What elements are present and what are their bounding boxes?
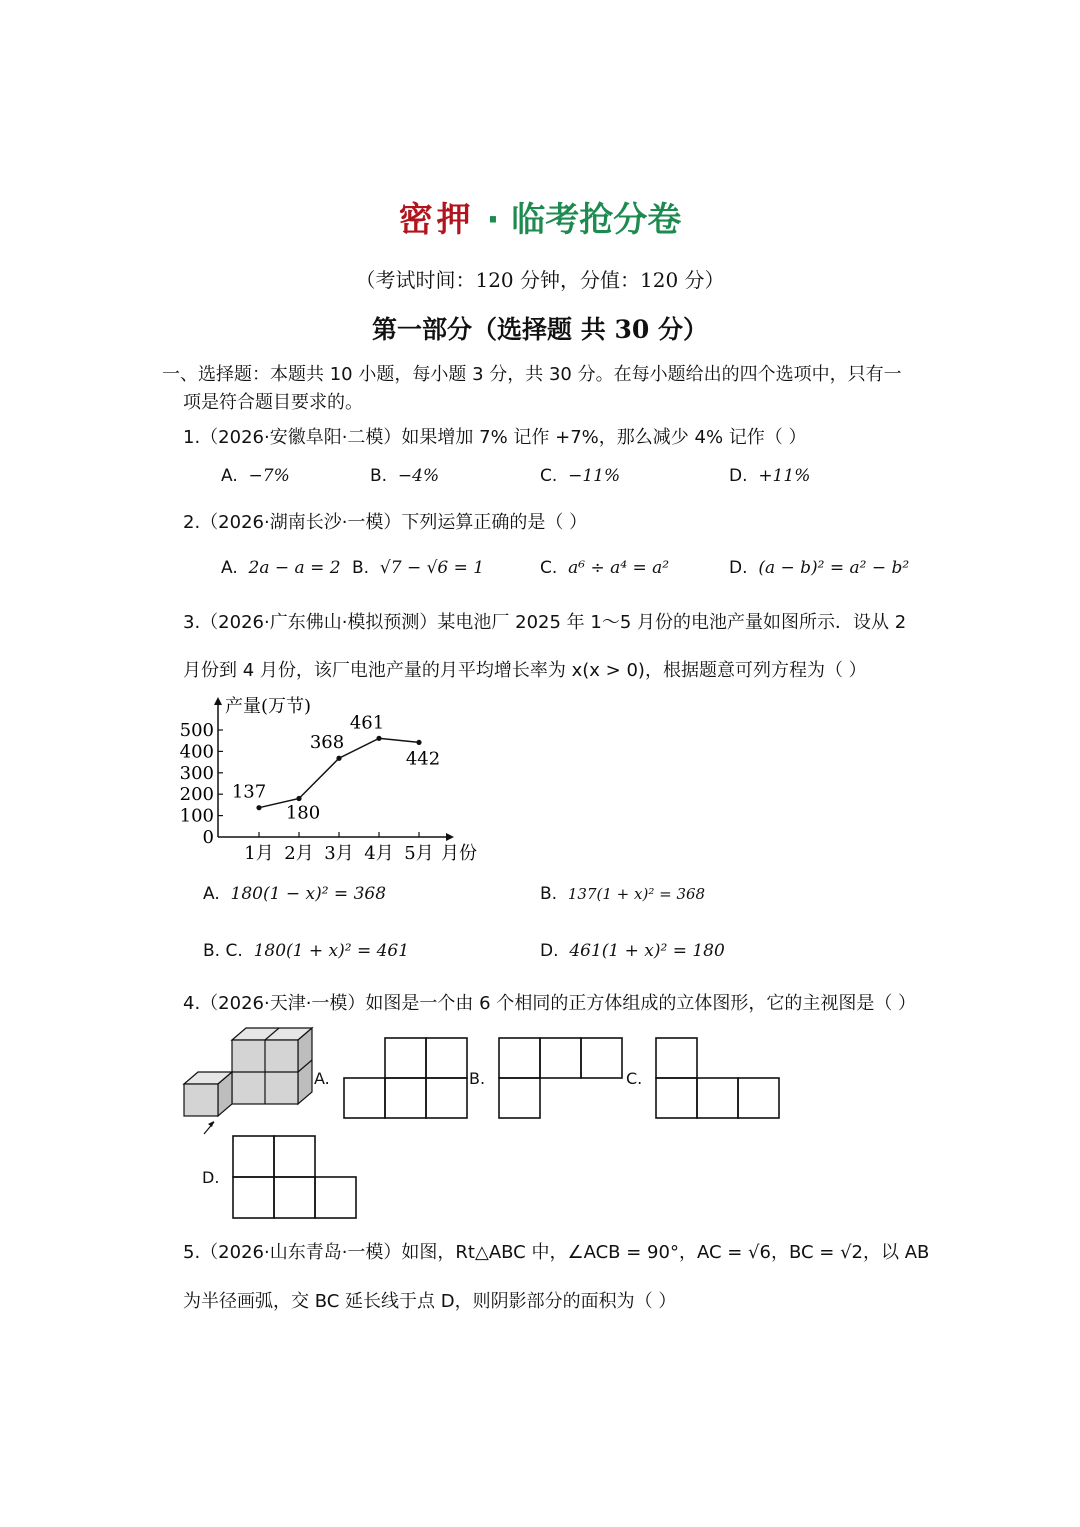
q2-option-a xyxy=(221,558,341,578)
q4-option-d-figure xyxy=(231,1134,359,1220)
y-tick-label: 400 xyxy=(179,741,214,763)
title-green: 临考抢分卷 xyxy=(511,200,682,240)
q1-stem: 1.（2026·安徽阜阳·二模）如果增加 7% 记作 +7%，那么减少 4% 记作（ ） xyxy=(183,427,807,448)
title-dot: · xyxy=(486,200,500,240)
q3-option-b-label: B. xyxy=(540,884,558,904)
exam-subtitle: （考试时间：120 分钟，分值：120 分） xyxy=(355,268,725,292)
q3-option-c xyxy=(203,941,409,961)
q3-stem-line-2: 月份到 4 月份，该厂电池产量的月平均增长率为 x(x > 0)，根据题意可列方程为（ ） xyxy=(183,660,867,681)
q4-option-a-label: A. xyxy=(314,1069,330,1088)
y-tick-label: 300 xyxy=(179,762,214,784)
q3-option-b xyxy=(540,884,705,904)
q1-option-a xyxy=(221,466,290,486)
data-label: 180 xyxy=(285,802,321,824)
q3-option-a xyxy=(203,884,386,904)
data-point xyxy=(416,740,421,745)
q3-option-c-label: B. C. xyxy=(203,941,243,961)
q1-option-c-text: −11% xyxy=(568,466,621,486)
q2-option-a-label: A. xyxy=(221,558,238,578)
q2-stem: 2.（2026·湖南长沙·一模）下列运算正确的是（ ） xyxy=(183,512,588,533)
x-tick-label: 4月 xyxy=(364,843,394,864)
y-tick-label: 200 xyxy=(179,784,214,806)
data-label: 137 xyxy=(231,781,267,803)
q1-option-b-label: B. xyxy=(370,466,388,486)
q4-option-c-figure xyxy=(654,1036,782,1120)
y-tick-label: 0 xyxy=(202,827,214,848)
q3-option-c-text: 180(1 + x)² = 461 xyxy=(253,941,410,961)
q4-option-c-label: C. xyxy=(626,1069,643,1088)
data-label: 442 xyxy=(405,748,441,770)
data-point xyxy=(296,796,301,801)
q4-option-d-label: D. xyxy=(202,1168,220,1187)
part-title: 第一部分（选择题 共 30 分） xyxy=(372,315,708,344)
q1-option-a-label: A. xyxy=(221,466,238,486)
y-tick-label: 100 xyxy=(179,805,214,827)
q3-stem-line-1: 3.（2026·广东佛山·模拟预测）某电池厂 2025 年 1～5 月份的电池产量如图所示．设从 2 xyxy=(183,612,907,633)
data-label: 461 xyxy=(349,712,385,734)
data-point xyxy=(376,736,381,741)
q1-option-c-label: C. xyxy=(540,466,558,486)
q4-option-b-figure xyxy=(497,1036,625,1120)
y-ticks xyxy=(180,720,223,848)
q3-option-a-text: 180(1 − x)² = 368 xyxy=(230,884,387,904)
q3-option-d-label: D. xyxy=(540,941,559,961)
q1-option-a-text: −7% xyxy=(248,466,290,486)
q1-option-c xyxy=(540,466,620,486)
y-axis-arrow xyxy=(214,697,222,705)
y-tick-label: 500 xyxy=(179,720,214,741)
q3-option-a-label: A. xyxy=(203,884,220,904)
data-label: 368 xyxy=(309,732,345,754)
data-point xyxy=(256,805,261,810)
title-red: 密押 xyxy=(398,200,475,240)
cube-solid xyxy=(184,1028,312,1116)
q3-option-b-text: 137(1 + x)² = 368 xyxy=(567,885,706,903)
x-tick-label: 3月 xyxy=(324,843,354,864)
q1-option-b xyxy=(370,466,439,486)
q4-option-a-figure xyxy=(343,1036,471,1120)
q1-option-d-text: +11% xyxy=(758,466,811,486)
q5-stem-line-1: 5.（2026·山东青岛·一模）如图，Rt△ABC 中，∠ACB = 90°，AC = √6，BC = √2，以 AB xyxy=(183,1242,930,1263)
q3-option-d-text: 461(1 + x)² = 180 xyxy=(569,941,725,961)
q2-option-c-label: C. xyxy=(540,558,558,578)
q2-option-c-text: a⁶ ÷ a⁴ = a² xyxy=(568,558,670,578)
production-line-chart xyxy=(175,690,495,870)
x-axis-title: 月份 xyxy=(441,843,477,864)
q2-option-b-label: B. xyxy=(352,558,370,578)
q2-option-b-text: √7 − √6 = 1 xyxy=(379,558,485,578)
q2-option-b xyxy=(352,558,484,578)
exam-title xyxy=(0,192,1080,241)
q2-option-d-text: (a − b)² = a² − b² xyxy=(758,558,910,578)
q2-option-a-text: 2a − a = 2 xyxy=(248,558,341,578)
q4-stem: 4.（2026·天津·一模）如图是一个由 6 个相同的正方体组成的立体图形，它的主视图是（ ） xyxy=(183,993,917,1014)
section-line-1: 一、选择题：本题共 10 小题，每小题 3 分，共 30 分。在每小题给出的四个选项中，只有一 xyxy=(162,364,902,385)
x-tick-label: 5月 xyxy=(404,843,434,864)
x-tick-label: 1月 xyxy=(244,843,274,864)
cube-solid-figure xyxy=(180,1022,320,1138)
q5-stem-line-2: 为半径画弧，交 BC 延长线于点 D，则阴影部分的面积为（ ） xyxy=(183,1291,677,1312)
section-line-2: 项是符合题目要求的。 xyxy=(183,392,363,413)
q4-option-b-label: B. xyxy=(469,1069,486,1088)
q1-option-d-label: D. xyxy=(729,466,748,486)
q2-option-d-label: D. xyxy=(729,558,748,578)
x-tick-label: 2月 xyxy=(284,843,314,864)
q3-option-d xyxy=(540,941,725,961)
q1-option-d xyxy=(729,466,810,486)
q2-option-c xyxy=(540,558,669,578)
x-axis-arrow xyxy=(446,833,454,841)
data-point xyxy=(336,756,341,761)
q1-option-b-text: −4% xyxy=(397,466,440,486)
y-axis-title: 产量(万节) xyxy=(225,696,312,717)
q2-option-d xyxy=(729,558,909,578)
